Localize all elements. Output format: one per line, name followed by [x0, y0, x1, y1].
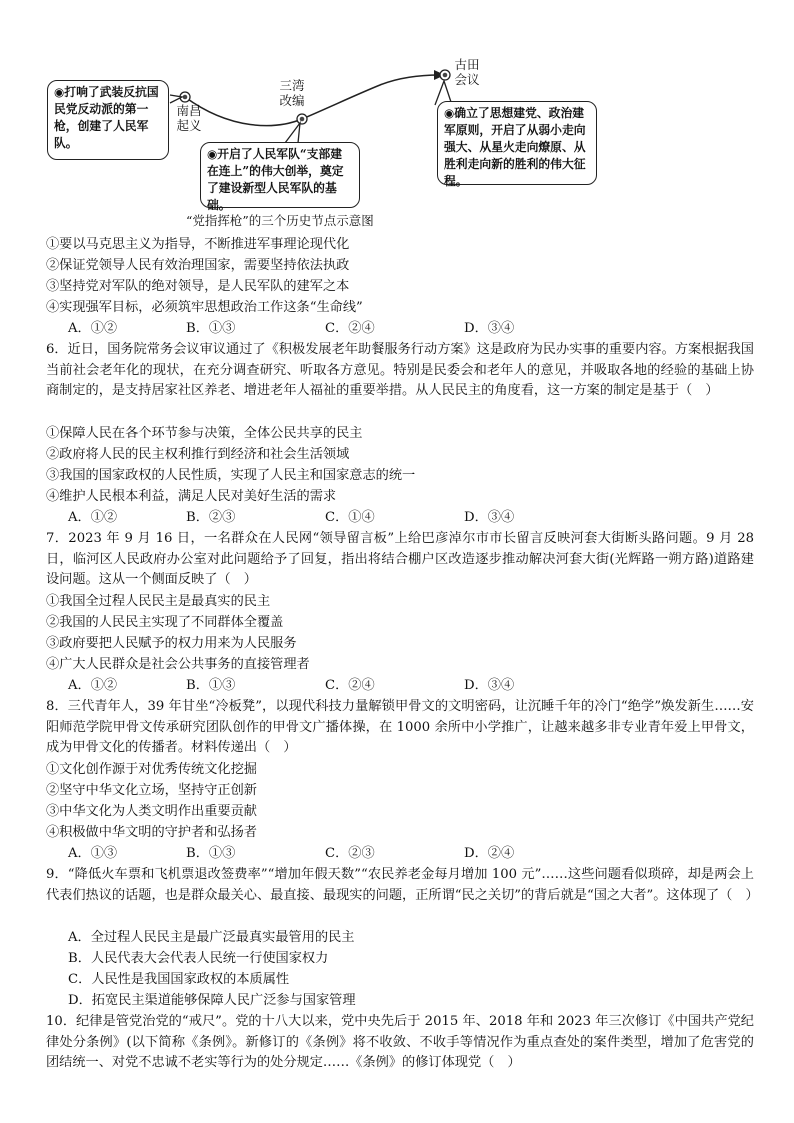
timeline-curve: [185, 75, 440, 126]
q8-stem: 8．三代青年人，39 年甘坐“冷板凳”，以现代科技力量解锁甲骨文的文明密码，让沉睡千年的冷门“绝学”焕发新生……安阳师范学院甲骨文传承研究团队创作的甲骨文广播体操，在 1000 余所中小学推广，让越来越多非专业青年爱上甲骨文，成为甲骨文化的传播者。材料传递出（ ）: [46, 699, 754, 756]
q6-option-c[interactable]: C．①④: [325, 510, 375, 525]
q10-stem: 10．纪律是管党治党的“戒尺”。党的十八大以来，党中央先后于 2015 年、2018 年和 2023 年三次修订《中国共产党纪律处分条例》(以下简称《条例》。新修订的《条例》将不收敛、不收手等情况作为重点查处的案件类型，增加了危害党的团结统一、对党不忠诚不老实等行为的处分规定……《条例》的修订体现党（ ）: [46, 1014, 754, 1071]
q8-statement: ③中华文化为人类文明作出重要贡献: [46, 804, 257, 819]
callout-text-sanwan: 开启了人民军队“支部建在连上”的伟大创举，奠定了建设新型人民军队的基础。: [207, 147, 344, 212]
q5-option-b[interactable]: B．①③: [186, 321, 236, 336]
q8-statement: ①文化创作源于对优秀传统文化挖掘: [46, 762, 257, 777]
callout-text-gutian: 确立了思想建党、政治建军原则，开启了从弱小走向强大、从星火走向燎原、从胜利走向新的胜利的伟大征程。: [444, 106, 586, 188]
node-label-gutian: 古田 会议: [454, 57, 480, 87]
q7-stem: 7．2023 年 9 月 16 日，一名群众在人民网“领导留言板”上给巴彦淖尔市市长留言反映河套大街断头路问题。9 月 28 日，临河区人民政府办公室对此问题给予了回复，指出将结合棚户区改造逐步推动解决河套大街(光辉路一朔方路)道路建设问题。这从一个侧面反映了（ ）: [46, 531, 754, 588]
callout-text-nanchang: 打响了武装反抗国民党反动派的第一枪，创建了人民军队。: [54, 85, 159, 150]
node-dot-gutian: [440, 70, 450, 80]
q6-stem: 6．近日，国务院常务会议审议通过了《积极发展老年助餐服务行动方案》这是政府为民办实事的重要内容。方案根据我国当前社会老年化的现状，在充分调查研究、听取各方意见。特别是民委会和老年人的意见，并吸取各地的经验的基础上协商制定的，是支持居家社区养老、增进老年人福祉的重要举措。从人民民主的角度看，这一方案的制定是基于（ ）: [46, 342, 754, 399]
q9-stem: 9．“降低火车票和飞机票退改签费率”“增加年假天数”“农民养老金每月增加 100 元”……这些问题看似琐碎，却是两会上代表们热议的话题，也是群众最关心、最直接、最现实的问题，正所谓“民之关切”的背后就是“国之大者”。这体现了（ ）: [46, 867, 759, 903]
q5-statement: ③坚持党对军队的绝对领导，是人民军队的建军之本: [46, 279, 350, 294]
q6-option-d[interactable]: D．③④: [464, 510, 515, 525]
q7-statement: ①我国全过程人民民主是最真实的民主: [46, 594, 271, 609]
q8-option-a[interactable]: A．①③: [68, 846, 118, 861]
q7-statement: ④广大人民群众是社会公共事务的直接管理者: [46, 657, 310, 672]
q7-option-b[interactable]: B．①③: [186, 678, 236, 693]
q7-option-c[interactable]: C．②④: [325, 678, 375, 693]
q5-option-c[interactable]: C．②④: [325, 321, 375, 336]
q7-option-d[interactable]: D．③④: [464, 678, 515, 693]
q7-statement: ③政府要把人民赋予的权力用来为人民服务: [46, 636, 297, 651]
q8-statement: ④积极做中华文明的守护者和弘扬者: [46, 825, 257, 840]
q6-option-a[interactable]: A．①②: [68, 510, 118, 525]
q9-choice-a[interactable]: A．全过程人民民主是最广泛最真实最管用的民主: [68, 930, 355, 945]
q5-statement: ②保证党领导人民有效治理国家，需要坚持依法执政: [46, 258, 350, 273]
q8-option-c[interactable]: C．②③: [325, 846, 375, 861]
q6-option-b[interactable]: B．②③: [186, 510, 236, 525]
callout-box-gutian: [437, 101, 597, 188]
q8-option-b[interactable]: B．①③: [186, 846, 236, 861]
q8-statement: ②坚守中华文化立场，坚持守正创新: [46, 783, 257, 798]
callout-box-sanwan: [200, 142, 360, 212]
q7-statement: ②我国的人民民主实现了不同群体全覆盖: [46, 615, 284, 630]
q6-statement: ①保障人民在各个环节参与决策，全体公民共享的民主: [46, 426, 363, 441]
q5-option-d[interactable]: D．③④: [464, 321, 515, 336]
q6-statement: ④维护人民根本利益，满足人民对美好生活的需求: [46, 489, 337, 504]
bullet-icon: ◉: [444, 106, 455, 120]
q6-statement: ②政府将人民的民主权利推行到经济和社会生活领域: [46, 447, 350, 462]
q5-statement: ①要以马克思主义为指导，不断推进军事理论现代化: [46, 237, 350, 252]
callout-box-nanchang: [47, 80, 169, 160]
node-dot-sanwan: [297, 114, 307, 124]
q8-option-d[interactable]: D．②④: [464, 846, 515, 861]
bullet-icon: ◉: [54, 85, 65, 99]
q6-statement: ③我国的国家政权的人民性质，实现了人民主和国家意志的统一: [46, 468, 416, 483]
q9-choice-b[interactable]: B．人民代表大会代表人民统一行使国家权力: [68, 951, 329, 966]
q5-option-a[interactable]: A．①②: [68, 321, 118, 336]
q9-choice-c[interactable]: C．人民性是我国国家政权的本质属性: [68, 972, 290, 987]
q9-choice-d[interactable]: D．拓宽民主渠道能够保障人民广泛参与国家管理: [68, 993, 356, 1008]
q5-statement: ④实现强军目标，必须筑牢思想政治工作这条“生命线”: [46, 300, 363, 315]
node-label-sanwan: 三湾 改编: [279, 78, 305, 108]
diagram-caption: “党指挥枪”的三个历史节点示意图: [186, 213, 374, 228]
bullet-icon: ◉: [207, 147, 218, 161]
node-label-nanchang: 南昌 起义: [176, 103, 202, 133]
q7-option-a[interactable]: A．①②: [68, 678, 118, 693]
